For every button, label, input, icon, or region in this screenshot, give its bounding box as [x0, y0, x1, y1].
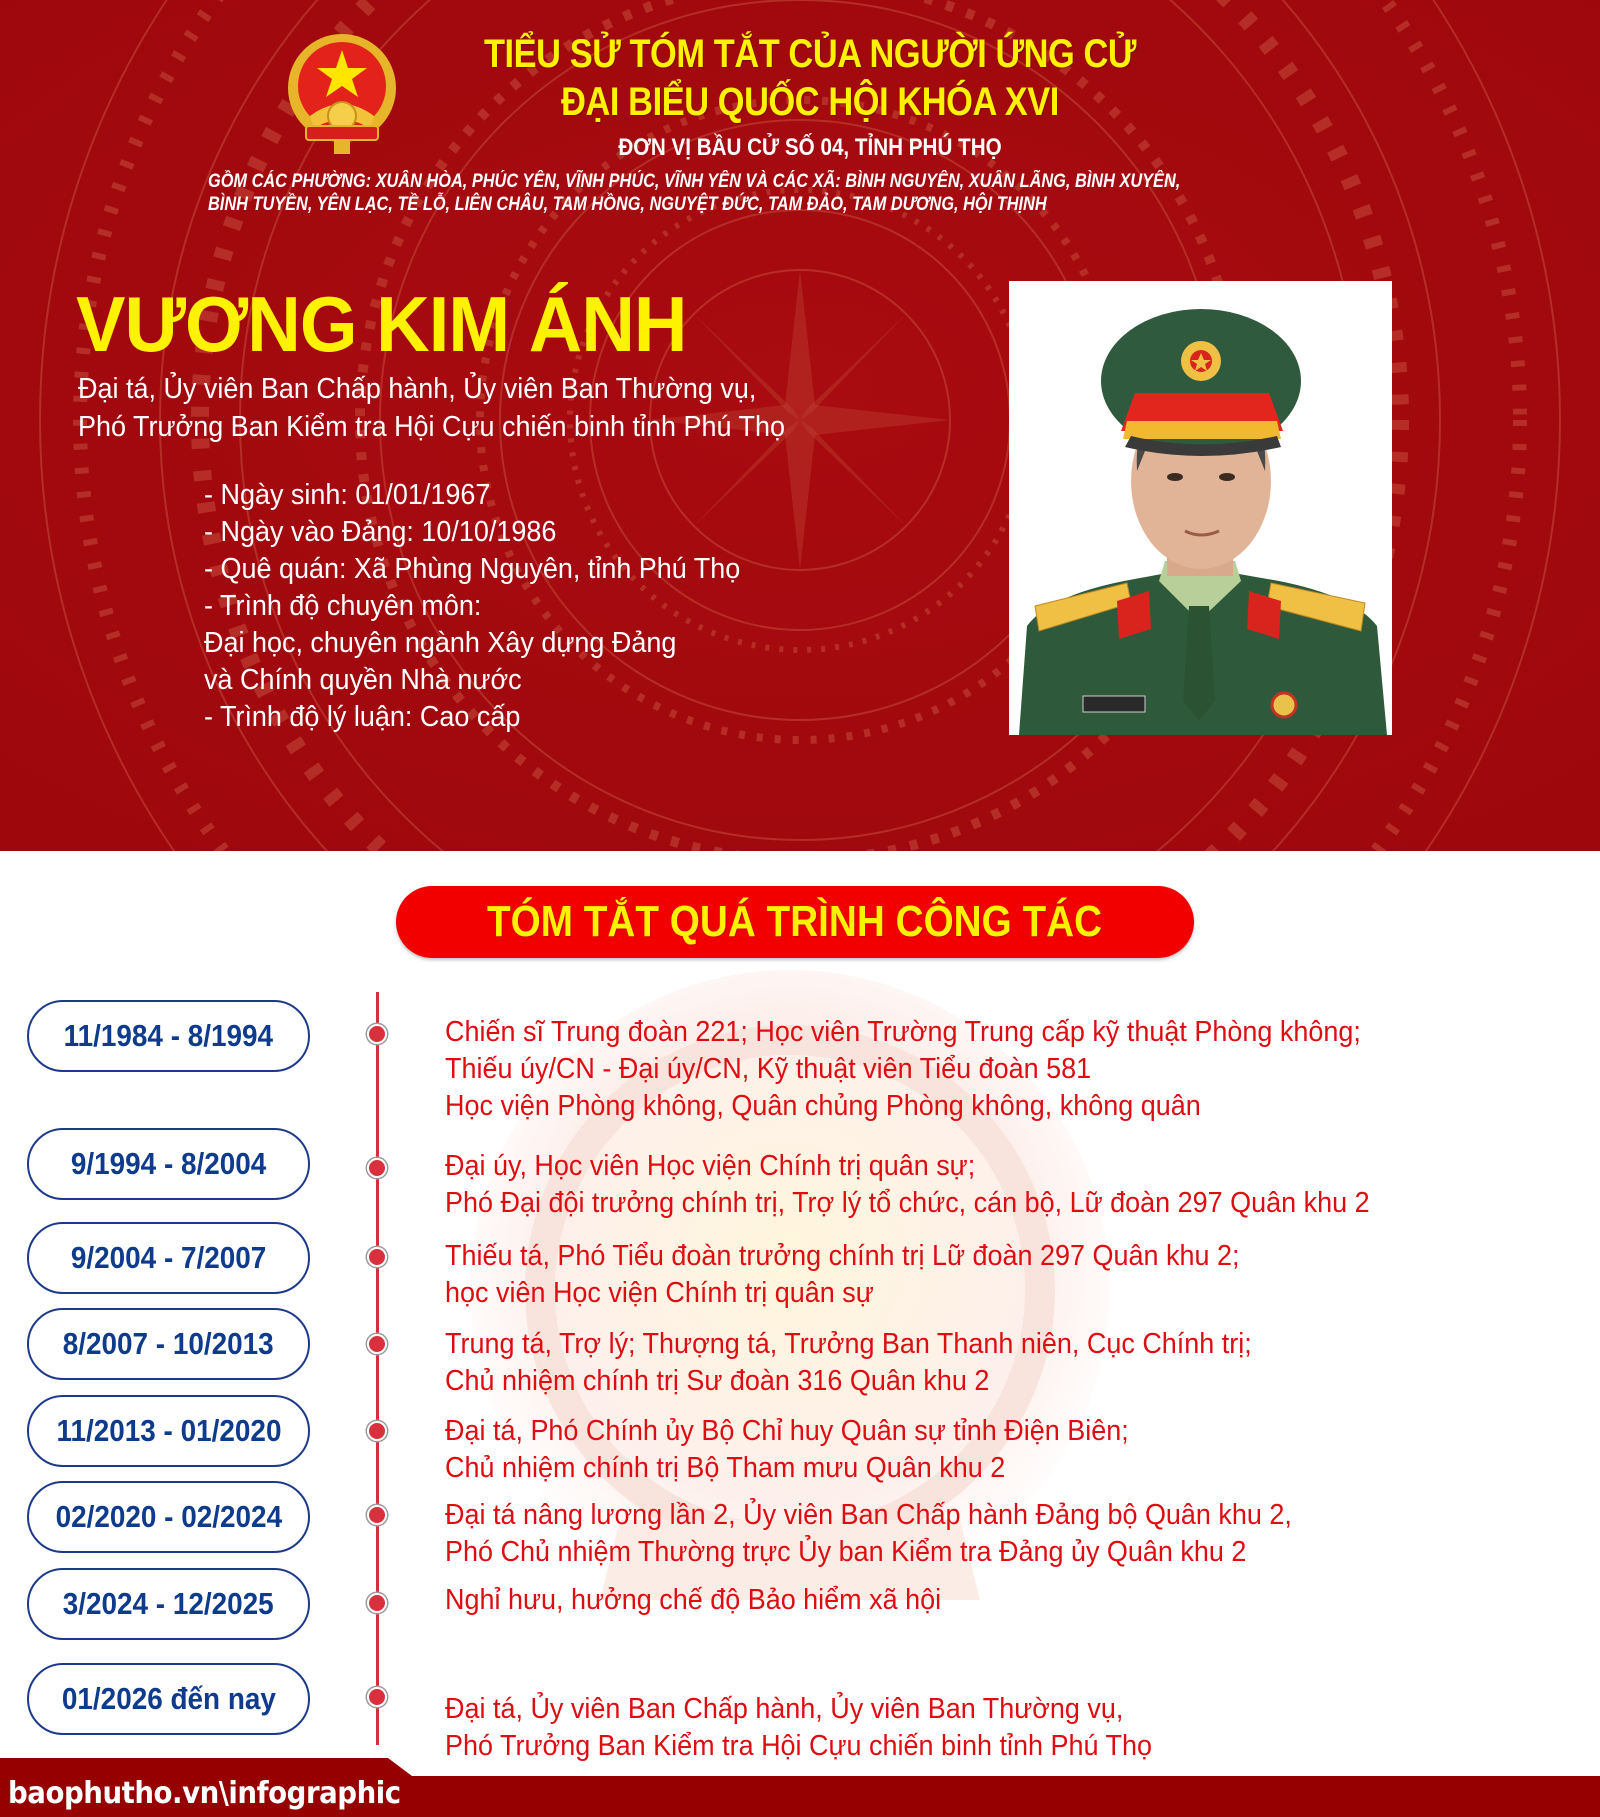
timeline-dot-icon	[367, 1421, 387, 1441]
description-line: Chủ nhiệm chính trị Bộ Tham mưu Quân khu 2	[445, 1452, 1006, 1484]
period-text: 3/2024 - 12/2025	[63, 1586, 274, 1621]
period-text: 01/2026 đến nay	[61, 1681, 276, 1716]
fact-education-line-1: Đại học, chuyên ngành Xây dựng Đảng	[204, 627, 677, 659]
wards-line-1: GỒM CÁC PHƯỜNG: XUÂN HÒA, PHÚC YÊN, VĨNH PHÚC, VĨNH YÊN VÀ CÁC XÃ: BÌNH NGUYÊN, XUÂN LÃNG, BÌNH XUYÊN,	[208, 171, 1181, 192]
description-line: Phó Đại đội trưởng chính trị, Trợ lý tổ chức, cán bộ, Lữ đoàn 297 Quân khu 2	[445, 1187, 1370, 1219]
career-description	[445, 1148, 1515, 1222]
period-badge	[27, 1395, 310, 1467]
description-line: học viên Học viện Chính trị quân sự	[445, 1277, 874, 1309]
fact-education-line-2: và Chính quyền Nhà nước	[204, 664, 522, 696]
period-text: 11/2013 - 01/2020	[56, 1413, 281, 1448]
fact-birth-date: - Ngày sinh: 01/01/1967	[204, 479, 491, 511]
career-description	[445, 1582, 1515, 1619]
period-badge	[27, 1222, 310, 1294]
description-line: Trung tá, Trợ lý; Thượng tá, Trưởng Ban Thanh niên, Cục Chính trị;	[445, 1328, 1252, 1360]
timeline-dot-icon	[367, 1687, 387, 1707]
career-description	[445, 1413, 1515, 1487]
wards-line-2: BÌNH TUYỀN, YÊN LẠC, TỀ LỖ, LIÊN CHÂU, TAM HỒNG, NGUYỆT ĐỨC, TAM ĐẢO, TAM DƯƠNG, HỘI THỊNH	[208, 194, 1047, 215]
timeline-dot-icon	[367, 1024, 387, 1044]
period-text: 8/2007 - 10/2013	[63, 1326, 274, 1361]
description-line: Đại tá, Phó Chính ủy Bộ Chỉ huy Quân sự tỉnh Điện Biên;	[445, 1415, 1129, 1447]
timeline-dot-icon	[367, 1158, 387, 1178]
period-text: 9/2004 - 7/2007	[70, 1240, 267, 1275]
description-line: Phó Trưởng Ban Kiểm tra Hội Cựu chiến binh tỉnh Phú Thọ	[445, 1730, 1152, 1762]
description-line: Chiến sĩ Trung đoàn 221; Học viên Trường Trung cấp kỹ thuật Phòng không;	[445, 1016, 1361, 1048]
career-description	[445, 1238, 1515, 1312]
period-badge	[27, 1481, 310, 1553]
description-line: Đại úy, Học viên Học viện Chính trị quân sự;	[445, 1150, 976, 1182]
candidate-position	[78, 370, 915, 446]
period-badge	[27, 1568, 310, 1640]
title-line-2: ĐẠI BIỂU QUỐC HỘI KHÓA XVI	[561, 80, 1059, 124]
header-banner	[0, 0, 1600, 851]
description-line: Thiếu úy/CN - Đại úy/CN, Kỹ thuật viên Tiểu đoàn 581	[445, 1053, 1092, 1085]
period-badge	[27, 1128, 310, 1200]
candidate-portrait	[1009, 281, 1392, 735]
career-section-title-text: TÓM TẮT QUÁ TRÌNH CÔNG TÁC	[487, 897, 1103, 946]
description-line: Nghỉ hưu, hưởng chế độ Bảo hiểm xã hội	[445, 1584, 942, 1616]
timeline-dot-icon	[367, 1334, 387, 1354]
candidate-name: VƯƠNG KIM ÁNH	[76, 280, 687, 368]
description-line: Đại tá nâng lương lần 2, Ủy viên Ban Chấp hành Đảng bộ Quân khu 2,	[445, 1499, 1292, 1531]
career-description	[445, 1014, 1515, 1125]
timeline-dot-icon	[367, 1593, 387, 1613]
career-description	[445, 1691, 1515, 1765]
period-badge	[27, 1308, 310, 1380]
source-credit: baophutho.vn\infographic	[8, 1776, 401, 1811]
title-line-1: TIỂU SỬ TÓM TẮT CỦA NGƯỜI ỨNG CỬ	[483, 32, 1137, 76]
fact-political-theory: - Trình độ lý luận: Cao cấp	[204, 701, 521, 733]
period-badge	[27, 1663, 310, 1735]
career-description	[445, 1497, 1515, 1571]
document-title	[420, 30, 1200, 126]
position-line-1: Đại tá, Ủy viên Ban Chấp hành, Ủy viên Ban Thường vụ,	[78, 373, 757, 405]
wards-list	[208, 170, 1412, 216]
portrait-photo-icon	[1009, 281, 1392, 735]
timeline-dot-icon	[367, 1247, 387, 1267]
electoral-unit: ĐƠN VỊ BẦU CỬ SỐ 04, TỈNH PHÚ THỌ	[618, 134, 1002, 161]
national-emblem-icon	[282, 30, 402, 160]
period-text: 9/1994 - 8/2004	[70, 1146, 267, 1181]
description-line: Đại tá, Ủy viên Ban Chấp hành, Ủy viên Ban Thường vụ,	[445, 1693, 1124, 1725]
period-text: 02/2020 - 02/2024	[55, 1499, 282, 1534]
description-line: Chủ nhiệm chính trị Sư đoàn 316 Quân khu 2	[445, 1365, 990, 1397]
fact-hometown: - Quê quán: Xã Phùng Nguyên, tỉnh Phú Thọ	[204, 553, 741, 585]
description-line: Thiếu tá, Phó Tiểu đoàn trưởng chính trị Lữ đoàn 297 Quân khu 2;	[445, 1240, 1240, 1272]
description-line: Phó Chủ nhiệm Thường trực Ủy ban Kiểm tra Đảng ủy Quân khu 2	[445, 1536, 1247, 1568]
career-description	[445, 1326, 1515, 1400]
position-line-2: Phó Trưởng Ban Kiểm tra Hội Cựu chiến binh tỉnh Phú Thọ	[78, 411, 785, 443]
period-badge	[27, 1000, 310, 1072]
fact-party-date: - Ngày vào Đảng: 10/10/1986	[204, 516, 557, 548]
timeline-dot-icon	[367, 1505, 387, 1525]
description-line: Học viện Phòng không, Quân chủng Phòng không, không quân	[445, 1090, 1201, 1122]
period-text: 11/1984 - 8/1994	[63, 1018, 274, 1053]
timeline-axis	[376, 992, 379, 1745]
candidate-facts	[204, 477, 874, 736]
fact-education-label: - Trình độ chuyên môn:	[204, 590, 482, 622]
career-section-title	[396, 886, 1194, 958]
